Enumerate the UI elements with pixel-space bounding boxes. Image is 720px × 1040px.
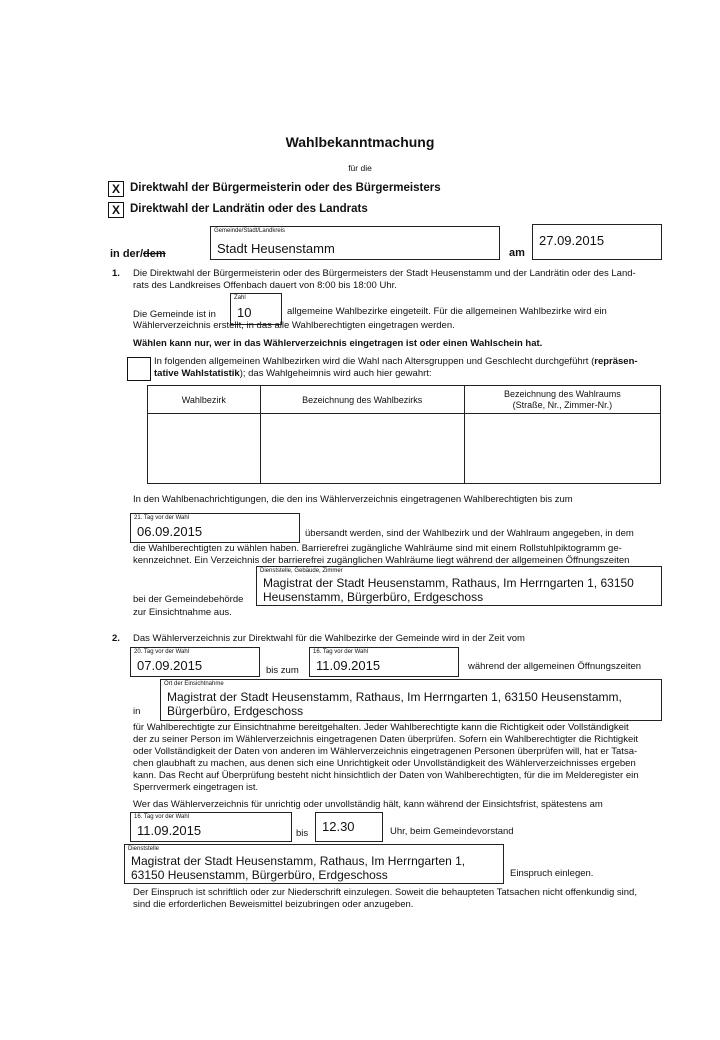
ort-line2: Bürgerbüro, Erdgeschoss — [167, 704, 304, 718]
col-wahlraum-line2: (Straße, Nr., Zimmer-Nr.) — [512, 399, 613, 410]
statistik-text-b: ); das Wahlgeheimnis wird auch hier gewahrt: — [239, 368, 432, 379]
section-2-intro: Das Wählerverzeichnis zur Direktwahl für die Wahlbezirke der Gemeinde wird in der Zeit vom — [133, 633, 525, 644]
section-1-intro-line2: rats des Landkreises Offenbach dauert von 8:00 bis 18:00 Uhr. — [133, 280, 397, 291]
am-label: am — [509, 247, 525, 259]
time-field[interactable] — [315, 812, 383, 842]
col-wahlbezirk: Wahlbezirk — [148, 386, 261, 414]
para-line-6: Sperrvermerk eingetragen ist. — [133, 782, 259, 793]
statistik-bold-a: repräsen- — [594, 356, 638, 367]
section-1-number: 1. — [112, 268, 120, 279]
bei-der-gemeindebehoerde: bei der Gemeindebehörde — [133, 594, 244, 605]
in-der-text: in der/ — [110, 248, 144, 260]
final-line1: Der Einspruch ist schriftlich oder zur Niederschrift einzulegen. Soweit die behaupteten Tatsachen nicht offenkundig sind, — [133, 887, 637, 898]
checkbox-landrat[interactable]: X — [108, 202, 124, 218]
statistik-line1 — [154, 356, 638, 369]
deadline-label: 16. Tag vor der Wahl — [134, 814, 190, 820]
col-wahlraum-line1: Bezeichnung des Wahlraums — [504, 388, 621, 399]
dienststelle2-line1: Magistrat der Stadt Heusenstamm, Rathaus, Im Herrngarten 1, — [131, 854, 466, 868]
tag21-field[interactable] — [130, 513, 300, 543]
election-date-value: 27.09.2015 — [539, 233, 605, 248]
tag20-label: 20. Tag vor der Wahl — [134, 649, 190, 655]
tag20-field[interactable] — [130, 647, 260, 677]
bis-zum-text: bis zum — [266, 665, 299, 676]
wahlstatistik-table — [147, 385, 661, 484]
table-cell-empty — [148, 414, 261, 484]
bis-label: bis — [296, 828, 309, 839]
gemeinde-value: Stadt Heusenstamm — [217, 241, 335, 256]
section-2-number: 2. — [112, 633, 120, 644]
in-der-label — [110, 248, 166, 260]
election-date-field[interactable] — [532, 224, 662, 260]
tag20-value: 07.09.2015 — [137, 658, 203, 673]
section-1-intro-line1: Die Direktwahl der Bürgermeisterin oder des Bürgermeisters der Stadt Heusenstamm und der Landrätin oder des Land- — [133, 268, 636, 279]
tag16-field[interactable] — [309, 647, 459, 677]
para-line-4: chen glaubhaft zu machen, aus denen sich eine Unrichtigkeit oder Unvollständigkeit des Wählerverzeichnisses ergeben — [133, 758, 636, 769]
ort-line1: Magistrat der Stadt Heusenstamm, Rathaus, Im Herrngarten 1, 63150 Heusenstamm, — [167, 690, 622, 704]
dienststelle-line2: Heusenstamm, Bürgerbüro, Erdgeschoss — [263, 590, 484, 604]
table-cell-empty — [260, 414, 464, 484]
dienststelle-field[interactable] — [256, 566, 662, 606]
dienststelle2-line2: 63150 Heusenstamm, Bürgerbüro, Erdgeschoss — [131, 868, 388, 882]
table-header-row — [148, 386, 661, 414]
para-line-2: der zu seiner Person im Wählerverzeichnis eingetragenen Daten überprüfen. Sofern ein Wahlberechtigter die Richtigkeit — [133, 734, 638, 745]
uhr-text: Uhr, beim Gemeindevorstand — [390, 826, 514, 837]
col-bezeichnung-wahlbezirk: Bezeichnung des Wahlbezirks — [260, 386, 464, 414]
bezirke-text-line1: allgemeine Wahlbezirke eingeteilt. Für die allgemeinen Wahlbezirke wird ein — [287, 306, 607, 317]
deadline-field[interactable] — [130, 812, 292, 842]
ort-label: Ort der Einsichtnahme — [164, 681, 224, 687]
zahl-label: Zahl — [234, 295, 246, 301]
in-label: in — [133, 706, 141, 717]
table-row — [148, 414, 661, 484]
table-cell-empty — [464, 414, 660, 484]
barrierefrei-line2: kennzeichnet. Ein Verzeichnis der barrierefrei zugänglichen Wahlräume liegt während der allgemeinen Öffnungszeiten — [133, 555, 630, 566]
in-dem-struck: dem — [143, 248, 166, 260]
statistik-text-a: In folgenden allgemeinen Wahlbezirken wird die Wahl nach Altersgruppen und Geschlecht durchgeführt ( — [154, 356, 595, 367]
tag21-label: 21. Tag vor der Wahl — [134, 515, 190, 521]
zur-einsichtnahme: zur Einsichtnahme aus. — [133, 607, 232, 618]
col-bezeichnung-wahlraum — [464, 386, 660, 414]
unrichtig-text: Wer das Wählerverzeichnis für unrichtig oder unvollständig hält, kann während der Einsichtsfrist, spätestens am — [133, 799, 603, 810]
waehrend-text: während der allgemeinen Öffnungszeiten — [468, 661, 642, 672]
time-value: 12.30 — [322, 819, 355, 834]
document-title: Wahlbekanntmachung — [285, 134, 435, 150]
checkbox-wahlstatistik[interactable] — [127, 357, 151, 381]
tag21-value: 06.09.2015 — [137, 524, 203, 539]
wahlbezirke-count-value: 10 — [237, 305, 252, 320]
tag16-value: 11.09.2015 — [316, 658, 381, 673]
election-type-buergermeister: Direktwahl der Bürgermeisterin oder des Bürgermeisters — [130, 182, 441, 194]
final-line2: sind die erforderlichen Beweismittel beizubringen oder anzugeben. — [133, 899, 414, 910]
checkbox-buergermeister[interactable]: X — [108, 181, 124, 197]
ort-einsichtnahme-field[interactable] — [160, 679, 662, 721]
deadline-value: 11.09.2015 — [137, 823, 202, 838]
dienststelle2-field[interactable] — [124, 844, 504, 884]
dienststelle2-label: Dienststelle — [128, 846, 160, 852]
para-line-1: für Wahlberechtigte zur Einsichtnahme bereitgehalten. Jeder Wahlberechtigte kann die Richtigkeit oder Vollständigkeit — [133, 722, 629, 733]
gemeinde-field-label: Gemeinde/Stadt/Landkreis — [214, 228, 286, 234]
barrierefrei-line1: die Wahlberechtigten zu wählen haben. Barrierefrei zugängliche Wahlräume sind mit einem Rollstuhlpiktogramm ge- — [133, 543, 622, 554]
para-line-5: kann. Das Recht auf Überprüfung besteht nicht hinsichtlich der Daten von Wahlberechtigten, für die im Melderegister ein — [133, 770, 639, 781]
benachrichtigung-text: In den Wahlbenachrichtigungen, die den ins Wählerverzeichnis eingetragenen Wahlberechtigten bis zum — [133, 494, 573, 505]
statistik-line2 — [154, 368, 432, 381]
gemeinde-field[interactable] — [210, 226, 500, 260]
bezirke-text-line2: Wählerverzeichnis erstellt, in das alle Wahlberechtigten eingetragen werden. — [133, 320, 455, 331]
election-type-landrat: Direktwahl der Landrätin oder des Landrats — [130, 203, 368, 215]
statistik-bold-b: tative Wahlstatistik — [154, 368, 240, 379]
dienststelle-label: Dienststelle, Gebäude, Zimmer — [260, 568, 343, 574]
gemeinde-ist-in-text: Die Gemeinde ist in — [133, 309, 216, 320]
uebersandt-text: übersandt werden, sind der Wahlbezirk und der Wahlraum angegeben, in dem — [305, 528, 634, 539]
tag16-label: 16. Tag vor der Wahl — [313, 649, 369, 655]
dienststelle-line1: Magistrat der Stadt Heusenstamm, Rathaus, Im Herrngarten 1, 63150 — [263, 576, 634, 590]
bold-notice: Wählen kann nur, wer in das Wählerverzeichnis eingetragen ist oder einen Wahlschein hat. — [133, 338, 543, 349]
subtitle-fuer-die: für die — [348, 163, 372, 173]
para-line-3: oder Vollständigkeit der Daten von anderen im Wählerverzeichnis eingetragenen Personen überprüfen will, hat er Tatsa- — [133, 746, 638, 757]
einspruch-text: Einspruch einlegen. — [510, 868, 594, 879]
